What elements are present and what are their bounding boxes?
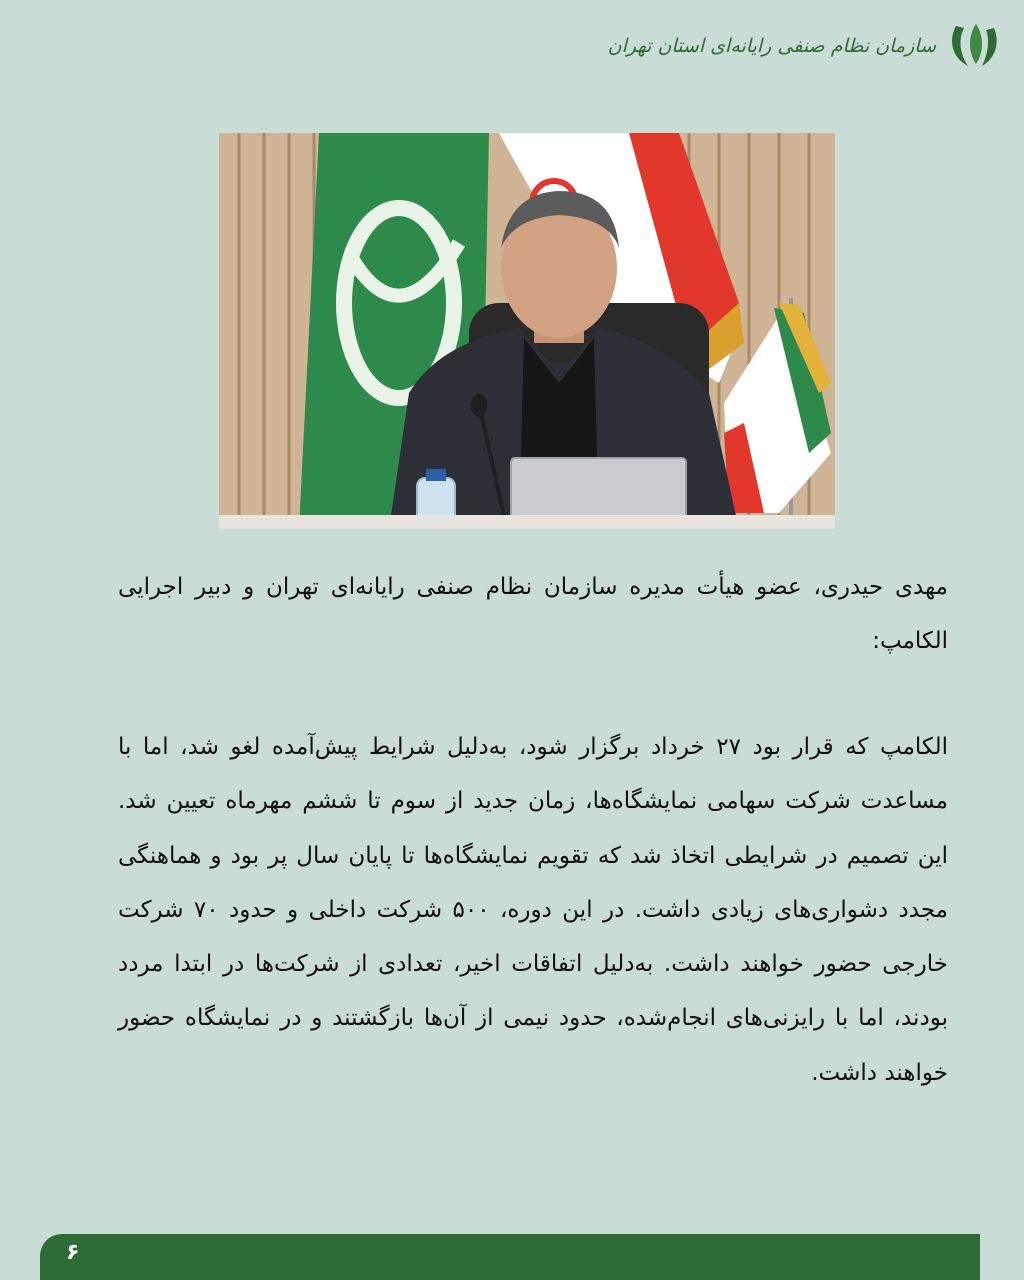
speaker-photo [219, 133, 835, 529]
article-body: الکامپ که قرار بود ۲۷ خرداد برگزار شود، به‌دلیل شرایط پیش‌آمده لغو شد، اما با مساعدت شرکت سهامی نمایشگاه‌ها، زمان جدید از سوم تا ششم مهرماه تعیین شد. این تصمیم در شرایطی اتخاذ شد که تقویم نمایشگاه‌ها تا پایان سال پر بود و هماهنگی مجدد دشواری‌های زیادی داشت. در این دوره، ۵۰۰ شرکت داخلی و حدود ۷۰ شرکت خارجی حضور خواهند داشت. به‌دلیل اتفاقات اخیر، تعدادی از شرکت‌ها در ابتدا مردد بودند، اما با رایزنی‌های انجام‌شده، حدود نیمی از آن‌ها بازگشتند و در نمایشگاه حضور خواهند داشت. [118, 734, 948, 1086]
leaf-logo-icon [946, 18, 1002, 74]
page-number: ۶ [66, 1240, 80, 1265]
org-name: سازمان نظام صنفی رایانه‌ای استان تهران [607, 35, 936, 57]
caption: مهدی حیدری، عضو هیأت مدیره سازمان نظام صنفی رایانه‌ای تهران و دبیر اجرایی الکامپ: [118, 574, 948, 654]
footer-bar [40, 1234, 980, 1280]
header [608, 18, 1002, 74]
photo-illustration [219, 133, 835, 529]
